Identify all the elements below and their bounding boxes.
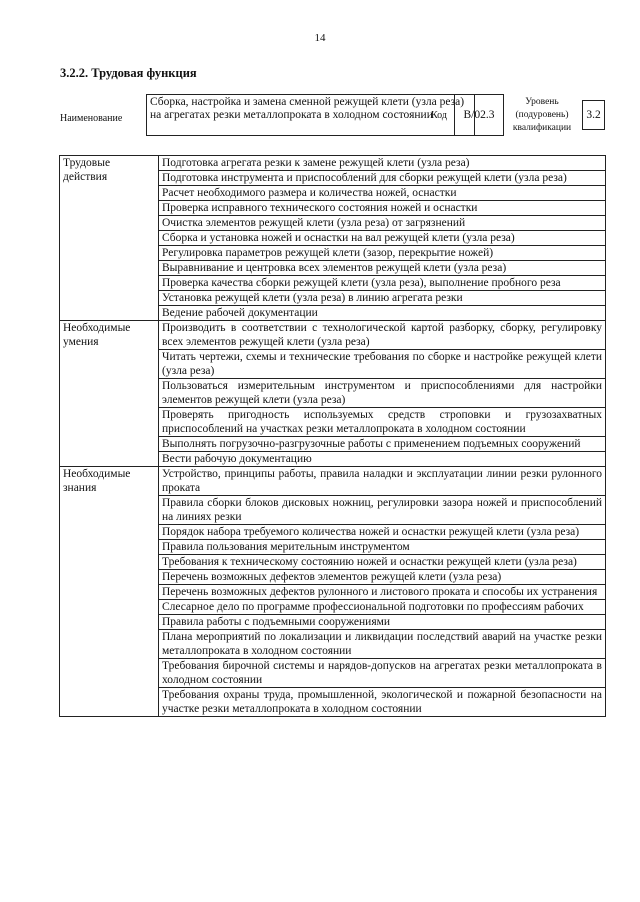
code-label: Код <box>431 110 447 121</box>
function-table <box>59 155 606 717</box>
section-item: Перечень возможных дефектов элементов режущей клети (узла реза) <box>159 570 606 585</box>
section-item: Выполнять погрузочно-разгрузочные работы с применением подъемных сооружений <box>159 437 606 452</box>
page-number: 14 <box>314 32 326 44</box>
section-item: Ведение рабочей документации <box>159 306 606 321</box>
section-item: Слесарное дело по программе профессиональной подготовки по профессиям рабочих <box>159 600 606 615</box>
function-header <box>60 94 605 138</box>
section-item: Очистка элементов режущей клети (узла реза) от загрязнений <box>159 216 606 231</box>
section-item: Перечень возможных дефектов рулонного и листового проката и способы их устранения <box>159 585 606 600</box>
section-item: Устройство, принципы работы, правила наладки и эксплуатации линии резки рулонного проката <box>159 467 606 496</box>
section-item: Установка режущей клети (узла реза) в линию агрегата резки <box>159 291 606 306</box>
section-item: Расчет необходимого размера и количества ножей, оснастки <box>159 186 606 201</box>
section-item: Требования охраны труда, промышленной, экологической и пожарной безопасности на участке резки металлопроката в холодном состоянии <box>159 688 606 717</box>
section-item: Читать чертежи, схемы и технические требования по сборке и настройке режущей клети (узла реза) <box>159 350 606 379</box>
section-item: Проверка исправного технического состояния ножей и оснастки <box>159 201 606 216</box>
section-item: Проверка качества сборки режущей клети (узла реза), выполнение пробного реза <box>159 276 606 291</box>
table-row <box>60 156 606 171</box>
section-item: Пользоваться измерительным инструментом и приспособлениями для настройки элементов режущей клети (узла реза) <box>159 379 606 408</box>
section-item: Подготовка инструмента и приспособлений для сборки режущей клети (узла реза) <box>159 171 606 186</box>
section-item: Выравнивание и центровка всех элементов режущей клети (узла реза) <box>159 261 606 276</box>
section-category: Необходимые знания <box>60 467 159 717</box>
section-item: Производить в соответствии с технологической картой разборку, сборку, регулировку всех элементов режущей клети (узла реза) <box>159 321 606 350</box>
section-item: Требования бирочной системы и нарядов-допусков на агрегатах резки металлопроката в холодном состоянии <box>159 659 606 688</box>
name-label: Наименование <box>60 113 123 124</box>
section-item: Порядок набора требуемого количества ножей и оснастки режущей клети (узла реза) <box>159 525 606 540</box>
section-item: Сборка и установка ножей и оснастки на вал режущей клети (узла реза) <box>159 231 606 246</box>
level-label: Уровень (подуровень) квалификации <box>512 97 572 133</box>
section-title: 3.2.2. Трудовая функция <box>60 66 197 80</box>
code-value: B/02.3 <box>454 94 504 136</box>
level-value: 3.2 <box>582 100 605 130</box>
section-item: Проверять пригодность используемых средств строповки и грузозахватных приспособлений на участках резки металлопроката в холодном состоянии <box>159 408 606 437</box>
section-item: Правила работы с подъемными сооружениями <box>159 615 606 630</box>
section-item: Регулировка параметров режущей клети (зазор, перекрытие ножей) <box>159 246 606 261</box>
section-category: Необходимые умения <box>60 321 159 467</box>
section-item: Требования к техническому состоянию ножей и оснастки режущей клети (узла реза) <box>159 555 606 570</box>
section-item: Правила сборки блоков дисковых ножниц, регулировки зазора ножей и приспособлений на линиях резки <box>159 496 606 525</box>
section-item: Вести рабочую документацию <box>159 452 606 467</box>
table-row <box>60 321 606 350</box>
section-category: Трудовые действия <box>60 156 159 321</box>
table-row <box>60 467 606 496</box>
section-item: Подготовка агрегата резки к замене режущей клети (узла реза) <box>159 156 606 171</box>
name-value: Сборка, настройка и замена сменной режущей клети (узла реза) на агрегатах резки металлопроката в холодном состоянии <box>146 94 475 136</box>
section-item: Плана мероприятий по локализации и ликвидации последствий аварий на участке резки металлопроката в холодном состоянии <box>159 630 606 659</box>
function-table-body <box>60 156 606 717</box>
section-item: Правила пользования мерительным инструментом <box>159 540 606 555</box>
